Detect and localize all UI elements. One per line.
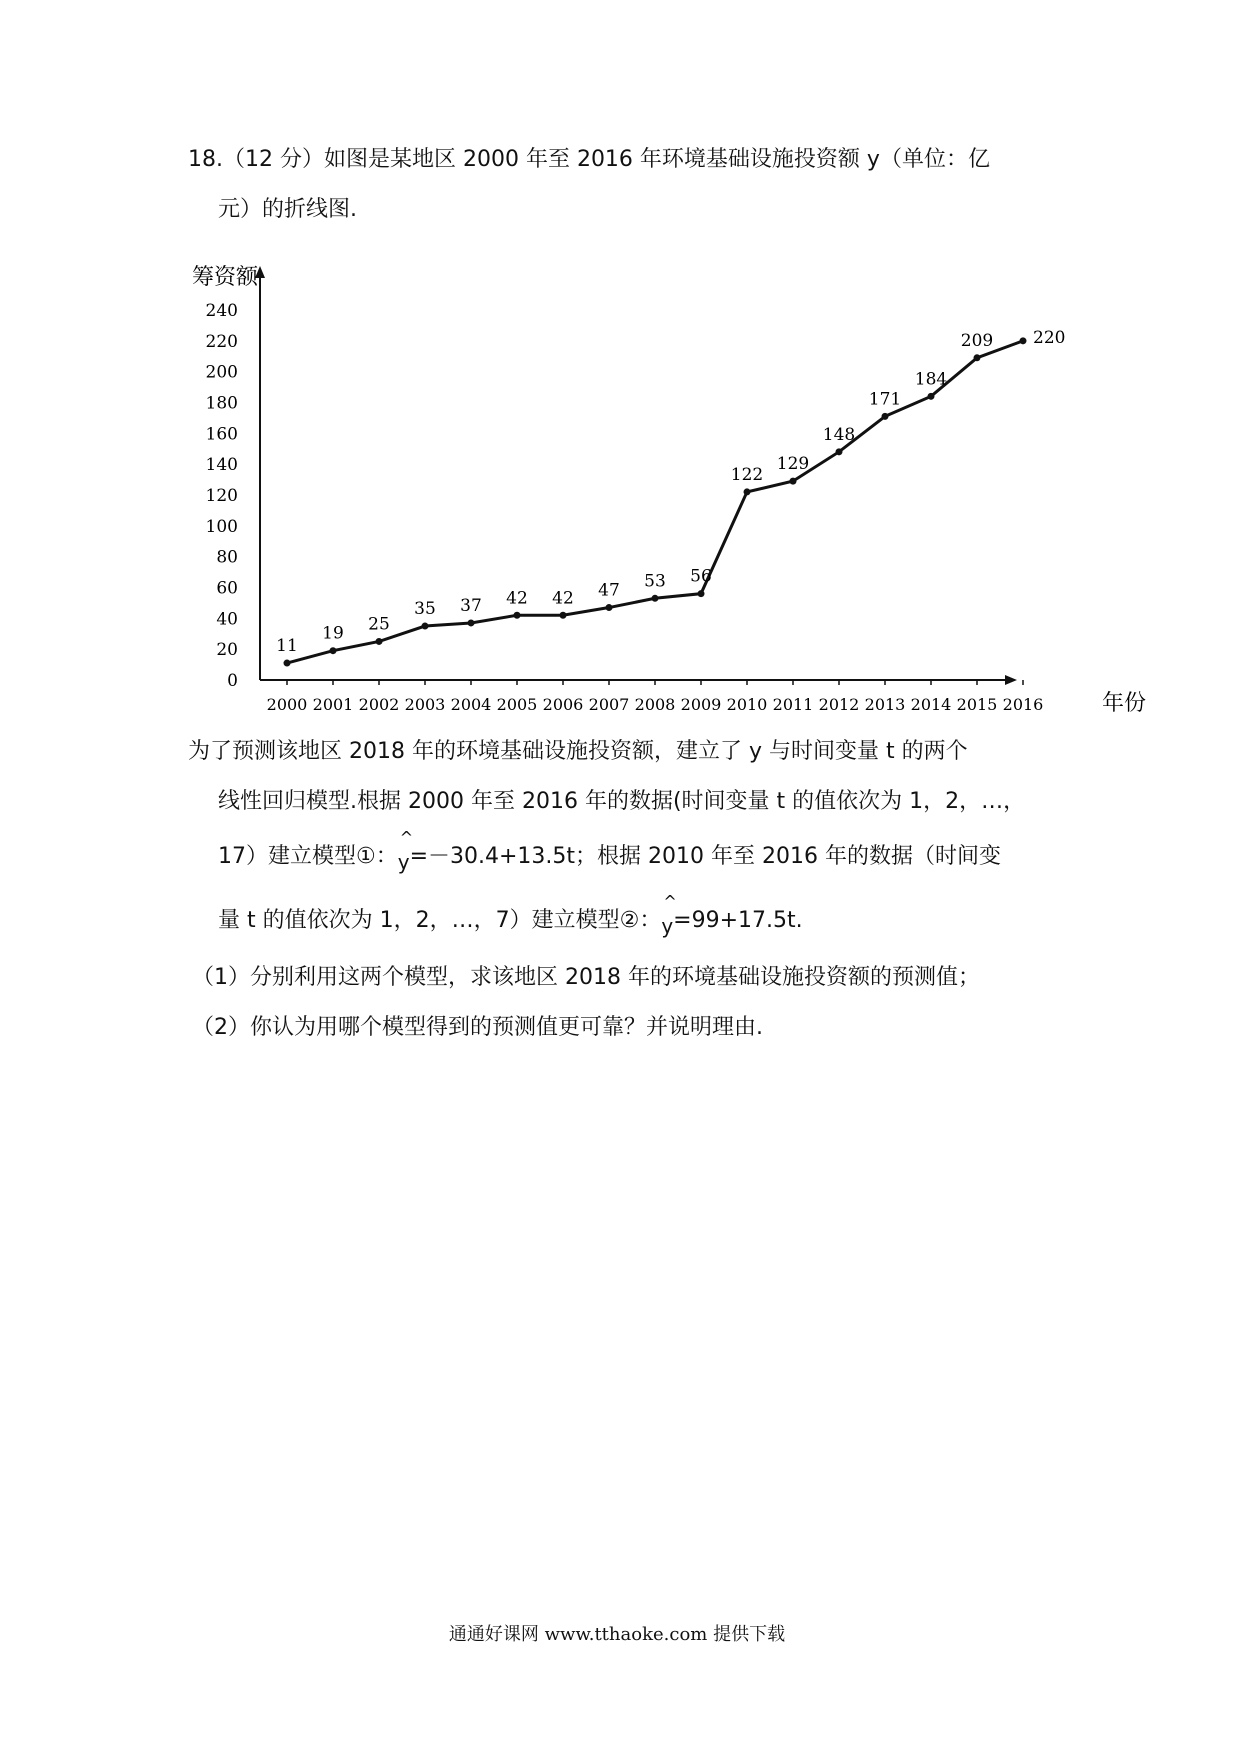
data-label: 42 (552, 588, 574, 609)
problem-line-3: 为了预测该地区 2018 年的环境基础设施投资额，建立了 y 与时间变量 t 的两个 (188, 739, 968, 764)
x-tick-label: 2013 (864, 695, 906, 714)
y-tick-label: 60 (216, 578, 238, 599)
data-label: 122 (730, 464, 764, 485)
x-tick-label: 2016 (1002, 695, 1044, 714)
data-point (974, 354, 981, 361)
problem-line-1: 18.（12 分）如图是某地区 2000 年至 2016 年环境基础设施投资额 y（单位：亿 (188, 147, 990, 172)
data-label: 209 (960, 330, 994, 351)
x-tick-label: 2015 (956, 695, 998, 714)
question-1: （1）分别利用这两个模型，求该地区 2018 年的环境基础设施投资额的预测值； (192, 965, 980, 990)
data-label: 171 (868, 389, 902, 410)
data-label: 148 (822, 424, 856, 445)
y-tick-label: 120 (205, 486, 238, 506)
question-2: （2）你认为用哪个模型得到的预测值更可靠？并说明理由. (192, 1015, 763, 1040)
x-tick-label: 2012 (818, 695, 860, 714)
y-tick-label: 40 (216, 609, 238, 630)
line5-suffix: =－30.4+13.5t；根据 2010 年至 2016 年的数据（时间变 (409, 844, 1001, 869)
data-point (376, 638, 383, 645)
data-point (468, 619, 475, 626)
y-tick-label: 0 (227, 671, 238, 691)
x-tick-label: 2004 (450, 695, 492, 714)
hat-base: y (397, 850, 410, 874)
data-label: 56 (690, 566, 712, 587)
data-point (882, 413, 889, 420)
x-tick-label: 2008 (634, 695, 676, 714)
problem-line-5 (218, 828, 1001, 874)
x-tick-label: 2011 (772, 695, 814, 714)
x-tick-label: 2007 (588, 695, 630, 714)
data-label: 129 (776, 454, 810, 475)
line6-prefix: 量 t 的值依次为 1，2，…，7）建立模型②： (218, 908, 662, 933)
data-label: 35 (414, 599, 436, 620)
y-tick-label: 160 (205, 424, 238, 445)
x-tick-label: 2003 (404, 695, 446, 714)
x-tick-label: 2002 (358, 695, 400, 714)
data-point (744, 488, 751, 495)
x-axis-label: 年份 (1102, 691, 1147, 716)
data-point (928, 393, 935, 400)
problem-line-4: 线性回归模型.根据 2000 年至 2016 年的数据(时间变量 t 的值依次为 1，2，…， (218, 789, 1026, 814)
y-tick-label: 140 (205, 455, 238, 476)
x-tick-label: 2009 (680, 695, 722, 714)
data-label: 42 (506, 588, 528, 609)
data-label: 19 (322, 623, 344, 644)
data-labels (276, 328, 1065, 656)
x-tick-labels (267, 680, 1044, 714)
series-line (287, 341, 1023, 663)
data-point (606, 604, 613, 611)
y-tick-label: 20 (216, 640, 238, 661)
x-tick-label: 2001 (312, 695, 354, 714)
data-label: 220 (1033, 327, 1066, 348)
data-point (790, 478, 797, 485)
y-tick-label: 240 (205, 301, 238, 321)
data-point (1020, 337, 1027, 344)
hat-base-2: y (661, 914, 674, 938)
y-tick-label: 100 (205, 516, 238, 537)
line5-prefix: 17）建立模型①： (218, 844, 398, 869)
x-tick-label: 2000 (266, 695, 308, 714)
y-tick-labels (206, 301, 238, 691)
investment-line-chart (180, 260, 1160, 720)
data-point (652, 595, 659, 602)
hat-mark: ^ (399, 828, 414, 847)
data-label: 25 (368, 614, 390, 635)
y-hat-symbol (397, 828, 414, 874)
footer-watermark: 通通好课网 www.tthaoke.com 提供下载 (448, 1624, 786, 1645)
hat-mark-2: ^ (663, 892, 677, 911)
x-tick-label: 2006 (542, 695, 584, 714)
data-point (422, 623, 429, 630)
data-label: 53 (644, 571, 666, 592)
data-label: 37 (460, 595, 482, 616)
y-axis-label: 筹资额 (192, 265, 259, 290)
line6-suffix: =99+17.5t. (673, 908, 803, 933)
y-hat-symbol-2 (661, 892, 677, 938)
data-point (560, 612, 567, 619)
y-tick-label: 180 (205, 393, 238, 414)
x-tick-label: 2010 (726, 695, 768, 714)
data-point (836, 448, 843, 455)
x-tick-label: 2014 (910, 695, 952, 714)
data-label: 11 (276, 636, 298, 657)
data-point (514, 612, 521, 619)
data-label: 184 (914, 369, 948, 390)
y-tick-label: 80 (216, 547, 238, 568)
data-label: 47 (598, 580, 620, 601)
x-tick-label: 2005 (496, 695, 538, 714)
data-point (698, 590, 705, 597)
y-tick-label: 220 (205, 331, 238, 352)
y-tick-label: 200 (205, 362, 238, 383)
problem-line-6 (218, 892, 803, 938)
problem-line-2: 元）的折线图. (218, 197, 357, 222)
data-point (330, 647, 337, 654)
x-axis-arrow (1005, 675, 1017, 685)
data-point (284, 660, 291, 667)
